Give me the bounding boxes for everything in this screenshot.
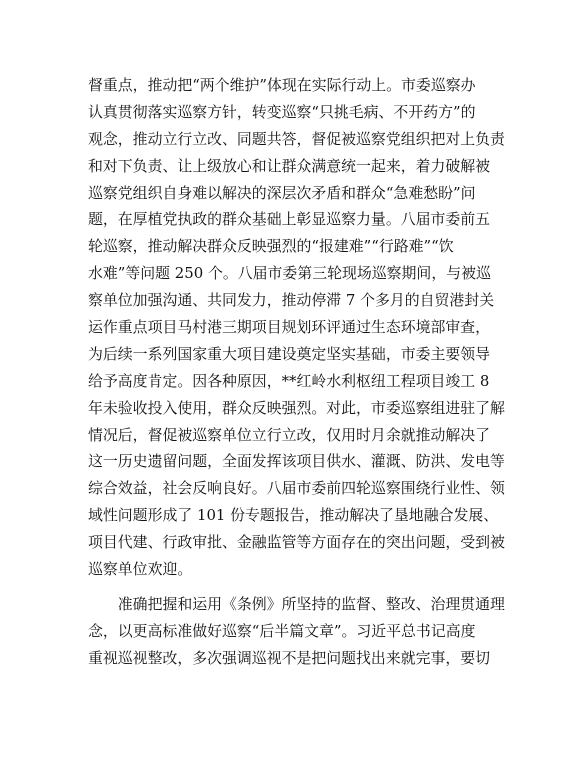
paragraph-2 <box>88 591 508 672</box>
text-line: 和对下负责、让上级放心和让群众满意统一起来，着力破解被 <box>88 156 491 175</box>
text-line: 为后续一系列国家重大项目建设奠定坚实基础，市委主要领导 <box>88 344 491 363</box>
text-line: 重视巡视整改，多次强调巡视不是把问题找出来就完事，要切 <box>88 648 491 667</box>
text-line: 水难”等问题 250 个。八届市委第三轮现场巡察期间，与被巡 <box>88 264 491 283</box>
text-line: 给予高度肯定。因各种原因，**红岭水利枢纽工程项目竣工 8 <box>88 371 490 390</box>
text-line: 项目代建、行政审批、金融监管等方面存在的突出问题，受到被 <box>88 533 505 552</box>
text-line: 情况后，督促被巡察单位立行立改，仅用时月余就推动解决了 <box>88 425 491 444</box>
text-line: 准确把握和运用《条例》所坚持的监督、整改、治理贯通理 <box>88 594 505 613</box>
text-line: 巡察党组织自身难以解决的深层次矛盾和群众“急难愁盼”问 <box>88 183 476 202</box>
text-line: 轮巡察，推动解决群众反映强烈的“报建难”“行路难”“饮 <box>88 237 454 256</box>
text-line: 察单位加强沟通、共同发力，推动停滞 7 个多月的自贸港封关 <box>88 291 495 310</box>
text-line: 认真贯彻落实巡察方针，转变巡察“只挑毛病、不开药方”的 <box>88 102 476 121</box>
text-line: 观念，推动立行立改、同题共答，督促被巡察党组织把对上负责 <box>88 129 505 148</box>
text-line: 这一历史遗留问题，全面发挥该项目供水、灌溉、防洪、发电等 <box>88 452 505 471</box>
text-line: 念，以更高标准做好巡察“后半篇文章”。习近平总书记高度 <box>88 621 476 640</box>
document-body <box>88 72 508 672</box>
paragraph-1 <box>88 72 508 583</box>
text-line: 巡察单位欢迎。 <box>88 560 193 579</box>
text-line: 运作重点项目马村港三期项目规划环评通过生态环境部审查， <box>88 318 491 337</box>
text-line: 督重点，推动把“两个维护”体现在实际行动上。市委巡察办 <box>88 76 476 94</box>
text-line: 综合效益，社会反响良好。八届市委前四轮巡察围绕行业性、领 <box>88 479 505 498</box>
text-line: 年未验收投入使用，群众反映强烈。对此，市委巡察组进驻了解 <box>88 398 505 417</box>
text-line: 题，在厚植党执政的群众基础上彰显巡察力量。八届市委前五 <box>88 210 491 229</box>
text-line: 域性问题形成了 101 份专题报告，推动解决了垦地融合发展、 <box>88 506 499 525</box>
